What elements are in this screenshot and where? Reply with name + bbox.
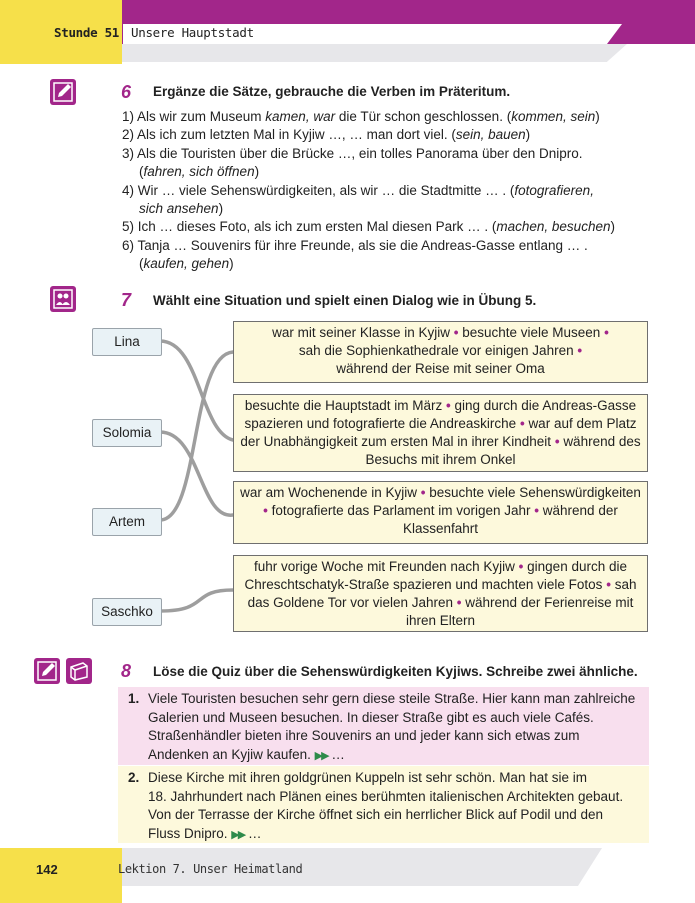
exercise-6-line-4: 4) Wir … viele Sehenswürdigkeiten, als wir … die Stadtmitte … . (fotografieren, <box>122 183 594 198</box>
situation-box-1: war mit seiner Klasse in Kyjiw • besuchte viele Museen • sah die Sophienkathedrale vor einigen Jahren • während der Reise mit seiner Oma <box>233 321 648 383</box>
exercise-7-number: 7 <box>121 290 132 310</box>
situation-box-3: war am Wochenende in Kyjiw • besuchte viele Sehenswürdigkeiten • fotografierte das Parlament im vorigen Jahr • während der Klassenfahrt <box>233 481 648 544</box>
exercise-6-line-1: 1) Als wir zum Museum kamen, war die Tür schon geschlossen. (kommen, sein) <box>122 109 600 124</box>
footer-yellow-band <box>0 848 122 903</box>
footer-lesson-text: Lektion 7. Unser Heimatland <box>118 862 303 876</box>
exercise-6-line-4b: sich ansehen) <box>139 201 224 216</box>
exercise-6-title: Ergänze die Sätze, gebrauche die Verben im Präteritum. <box>153 84 511 99</box>
pencil-icon <box>34 658 60 684</box>
exercise-6-line-3b: (fahren, sich öffnen) <box>139 164 260 179</box>
name-tag-lina: Lina <box>92 328 162 356</box>
exercise-7-title: Wählt eine Situation und spielt einen Dialog wie in Übung 5. <box>153 293 537 308</box>
exercise-6-line-6: 6) Tanja … Souvenirs für ihre Freunde, als sie die Andreas-Gasse entlang … . <box>122 238 588 253</box>
connector-solomia <box>160 432 233 515</box>
quiz-item-1: 1. Viele Touristen besuchen sehr gern diese steile Straße. Hier kann man zahlreiche Galerien und Museen besuchen. In dieser Straße gibt es auch viele Cafés. Straßenhändler bieten ihre Souvenirs an und jeder kann sich etwas zum Andenken an Kyjiw kaufen. ▶▶ … <box>118 687 649 765</box>
exercise-6-line-5: 5) Ich … dieses Foto, als ich zum ersten Mal diesen Park … . (machen, besuchen) <box>122 219 615 234</box>
exercise-8-title: Löse die Quiz über die Sehenswürdigkeiten Kyjiws. Schreibe zwei ähnliche. <box>153 664 638 679</box>
quiz-item-2-number: 2. <box>128 770 140 785</box>
page-number: 142 <box>36 862 58 877</box>
exercise-6-line-2: 2) Als ich zum letzten Mal in Kyjiw …, … man dort viel. (sein, bauen) <box>122 127 531 142</box>
exercise-6-line-6b: (kaufen, gehen) <box>139 256 234 271</box>
lesson-label: Stunde 51 <box>54 25 120 40</box>
quiz-item-1-number: 1. <box>128 691 140 706</box>
name-tag-saschko: Saschko <box>92 598 162 626</box>
situation-box-4: fuhr vorige Woche mit Freunden nach Kyjiw • gingen durch die Chreschtschatyk-Straße spazieren und machten viele Fotos • sah das Goldene Tor vor vielen Jahren • während der Ferienreise mit ihren Eltern <box>233 555 648 632</box>
exercise-6-line-3: 3) Als die Touristen über die Brücke …, ein tolles Panorama über den Dnipro. <box>122 146 583 161</box>
connector-saschko <box>160 590 233 611</box>
situation-box-2: besuchte die Hauptstadt im März • ging durch die Andreas-Gasse spazieren und fotografierte die Andreaskirche • war auf dem Platz der Unabhängigkeit zum ersten Mal in ihrer Kindheit • während des Besuchs mit ihrem Onkel <box>233 394 648 472</box>
exercise-8-number: 8 <box>121 661 132 681</box>
name-tag-solomia: Solomia <box>92 419 162 447</box>
book-icon <box>66 658 92 684</box>
double-arrow-icon: ▶▶ <box>231 828 245 841</box>
name-tag-artem: Artem <box>92 508 162 536</box>
double-arrow-icon: ▶▶ <box>314 749 328 762</box>
exercise-6-number: 6 <box>121 82 132 102</box>
lesson-title: Unsere Hauptstadt <box>131 25 254 40</box>
quiz-item-2: 2. Diese Kirche mit ihren goldgrünen Kuppeln ist sehr schön. Man hat sie im 18. Jahrhundert nach Plänen eines berühmten italienischen Architekten gebaut. Von der Terrasse der Kirche öffnet sich ein herrlicher Blick auf Podil und den Fluss Dnipro. ▶▶ … <box>118 766 649 843</box>
